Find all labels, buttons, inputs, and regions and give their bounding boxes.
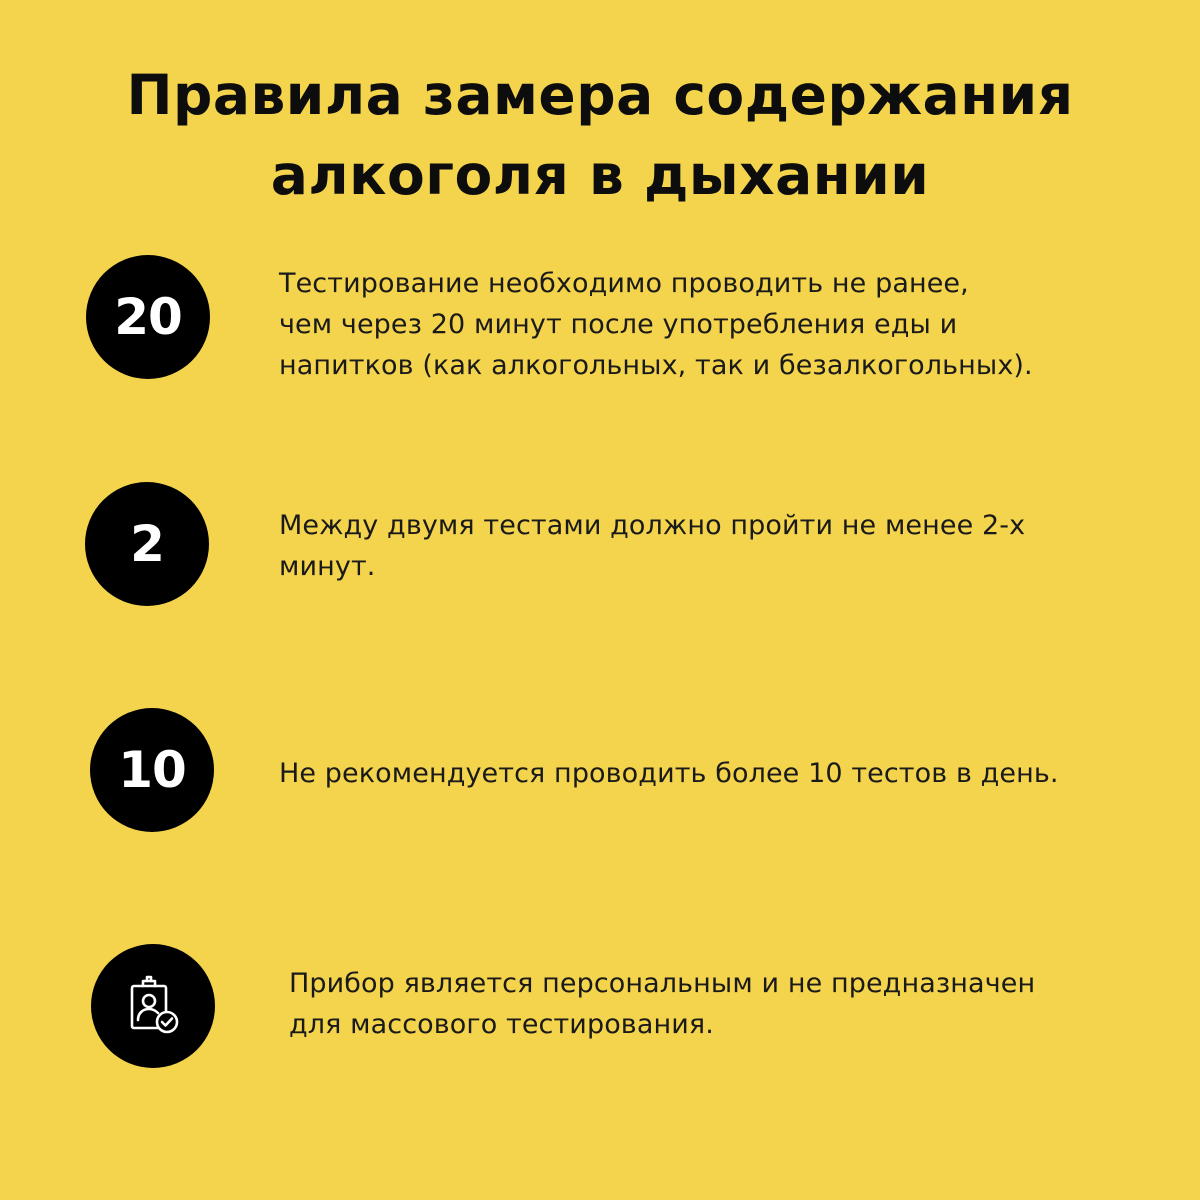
rule-1-text-line: напитков (как алкогольных, так и безалкогольных).: [279, 350, 1033, 381]
rule-1-text-line: чем через 20 минут после употребления еды и: [279, 309, 958, 340]
rule-4-text-line: для массового тестирования.: [289, 1009, 714, 1040]
rule-2-text: [279, 505, 1159, 587]
rule-1-number: 20: [114, 288, 182, 346]
id-badge-check-icon: [117, 970, 189, 1042]
rule-3-number-badge: [90, 708, 214, 832]
rule-2-number: 2: [130, 515, 164, 573]
rule-4-text-line: Прибор является персональным и не предназначен: [289, 968, 1036, 999]
rule-1-text-line: Тестирование необходимо проводить не ранее,: [279, 268, 969, 299]
rule-2-number-badge: [85, 482, 209, 606]
title-line-1: Правила замера содержания: [126, 63, 1074, 127]
rule-3-text-line: Не рекомендуется проводить более 10 тестов в день.: [279, 758, 1059, 789]
rule-4-icon-badge: [91, 944, 215, 1068]
rule-4-text: [289, 963, 1169, 1045]
title-line-2: алкоголя в дыхании: [270, 143, 930, 207]
rule-2-text-line: минут.: [279, 551, 376, 582]
rule-3-text: [279, 753, 1159, 794]
page-title: [70, 55, 1130, 215]
rule-3-number: 10: [118, 741, 186, 799]
rule-1-text: [279, 263, 1159, 386]
rule-1-number-badge: [86, 255, 210, 379]
rule-2-text-line: Между двумя тестами должно пройти не менее 2-х: [279, 510, 1026, 541]
